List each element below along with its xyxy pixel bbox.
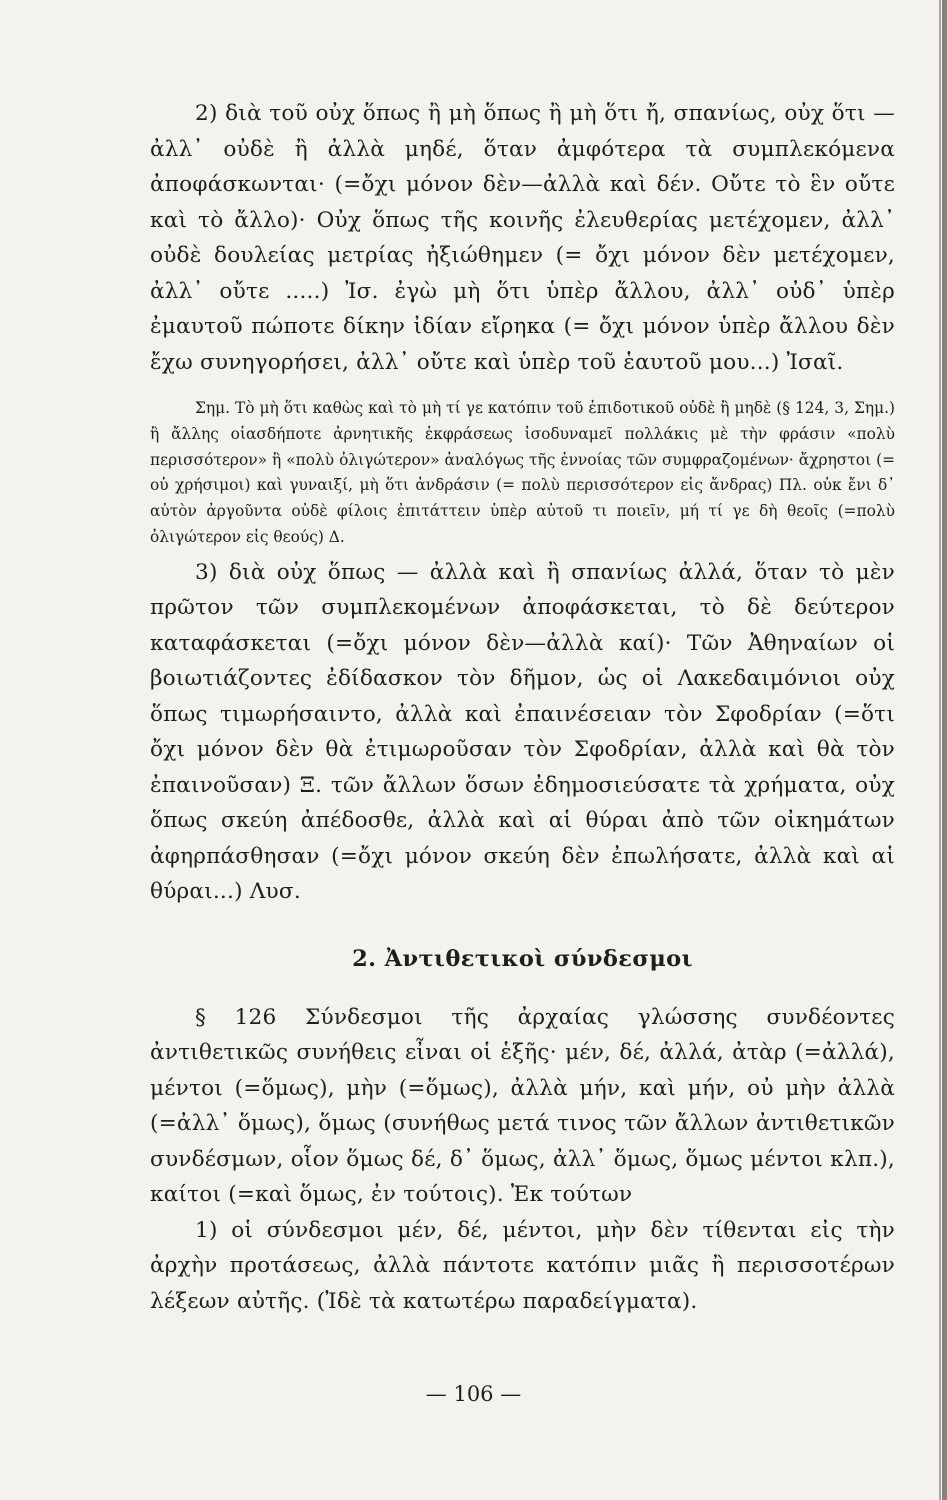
main-text <box>150 96 895 380</box>
page-number: — 106 — <box>425 1382 522 1406</box>
note-text: Σημ. Τὸ μὴ ὅτι καθὼς καὶ τὸ μὴ τί γε κατόπιν τοῦ ἐπιδοτικοῦ οὐδὲ ἢ μηδὲ (§ 124, 3, Σημ.) ἢ ἄλλης οἱασδήποτε ἀρνητικῆς ἐκφράσεως ἰσοδυναμεῖ πολλάκις μὲ τὴν φράσιν «πολὺ περισσότερον» ἢ «πολὺ ὀλιγώτερον» ἀναλόγως τῆς ἐννοίας τῶν συμφραζομένων· ἄχρηστοι (= οὐ χρήσιμοι) καὶ γυναιξί, μὴ ὅτι ἀνδράσιν (= πολὺ περισσότερον εἰς ἄνδρας) Πλ. οὐκ ἔνι δ᾽ αὐτὸν ἀργοῦντα οὐδὲ φίλοις ἐπιτάττειν ὑπὲρ αὐτοῦ τι ποιεῖν, μή τί γε δὴ θεοῖς (=πολὺ ὀλιγώτερον εἰς θεούς) Δ. <box>150 399 895 546</box>
main-text-3 <box>150 1000 895 1320</box>
paragraph-3: 3) διὰ οὐχ ὅπως — ἀλλὰ καὶ ἢ σπανίως ἀλλά, ὅταν τὸ μὲν πρῶτον τῶν συμπλεκομένων ἀποφάσκεται, τὸ δὲ δεύτερον καταφάσκεται (=ὄχι μόνον δὲν—ἀλλὰ καί)· Τῶν Ἀθηναίων οἱ βοιωτιάζοντες ἐδίδασκον τὸν δῆμον, ὡς οἱ Λακεδαιμόνιοι οὐχ ὅπως τιμωρήσαιντο, ἀλλὰ καὶ ἐπαινέσειαν τὸν Σφοδρίαν (=ὅτι ὄχι μόνον δὲν θὰ ἐτιμωροῦσαν τὸν Σφοδρίαν, ἀλλὰ καὶ θὰ τὸν ἐπαινοῦσαν) Ξ. τῶν ἄλλων ὅσων ἐδημοσιεύσατε τὰ χρήματα, οὐχ ὅπως σκεύη ἀπέδοσθε, ἀλλὰ καὶ αἱ θύραι ἀπὸ τῶν οἰκημάτων ἀφηρπάσθησαν (=ὄχι μόνον σκεύη δὲν ἐπωλήσατε, ἀλλὰ καὶ αἱ θύραι...) Λυσ. <box>150 559 895 905</box>
paragraph-2: 2) διὰ τοῦ οὐχ ὅπως ἢ μὴ ὅπως ἢ μὴ ὅτι ἤ, σπανίως, οὐχ ὅτι — ἀλλ᾽ οὐδὲ ἢ ἀλλὰ μηδέ, ὅταν ἀμφότερα τὰ συμπλεκόμενα ἀποφάσκωνται· (=ὄχι μόνον δὲν—ἀλλὰ καὶ δέν. Οὔτε τὸ ἓν οὔτε καὶ τὸ ἄλλο)· Οὐχ ὅπως τῆς κοινῆς ἐλευθερίας μετέχομεν, ἀλλ᾽ οὐδὲ δουλείας μετρίας ἠξιώθημεν (= ὄχι μόνον δὲν μετέχομεν, ἀλλ᾽ οὔτε .....) Ἰσ. ἐγὼ μὴ ὅτι ὑπὲρ ἄλλου, ἀλλ᾽ οὐδ᾽ ὑπὲρ ἐμαυτοῦ πώποτε δίκην ἰδίαν εἴρηκα (= ὄχι μόνον ὑπὲρ ἄλλου δὲν ἔχω συνηγορήσει, ἀλλ᾽ οὔτε καὶ ὑπὲρ τοῦ ἑαυτοῦ μου...) Ἰσαῖ. <box>150 101 895 375</box>
note-block <box>150 396 895 551</box>
section-heading: 2. Ἀντιθετικοὶ σύνδεσμοι <box>352 945 693 972</box>
page-edge-shadow <box>942 0 947 1500</box>
main-text-2 <box>150 555 895 910</box>
paragraph-126: § 126 Σύνδεσμοι τῆς ἀρχαίας γλώσσης συνδέοντες ἀντιθετικῶς συνήθεις εἶναι οἱ ἑξῆς· μέν, δέ, ἀλλά, ἀτὰρ (=ἀλλά), μέντοι (=ὅμως), μὴν (=ὅμως), ἀλλὰ μήν, καὶ μήν, οὐ μὴν ἀλλὰ (=ἀλλ᾽ ὅμως), ὅμως (συνήθως μετά τινος τῶν ἄλλων ἀντιθετικῶν συνδέσμων, οἷον ὅμως δέ, δ᾽ ὅμως, ἀλλ᾽ ὅμως, ὅμως μέντοι κλπ.), καίτοι (=καὶ ὅμως, ἐν τούτοις). Ἐκ τούτων <box>150 1004 895 1208</box>
paragraph-126-1: 1) οἱ σύνδεσμοι μέν, δέ, μέντοι, μὴν δὲν τίθενται εἰς τὴν ἀρχὴν προτάσεως, ἀλλὰ πάντοτε κατόπιν μιᾶς ἢ περισσοτέρων λέξεων αὐτῆς. (Ἰδὲ τὰ κατωτέρω παραδείγματα). <box>150 1217 895 1314</box>
page-body <box>150 96 895 1319</box>
page-edge-line <box>939 0 941 1500</box>
